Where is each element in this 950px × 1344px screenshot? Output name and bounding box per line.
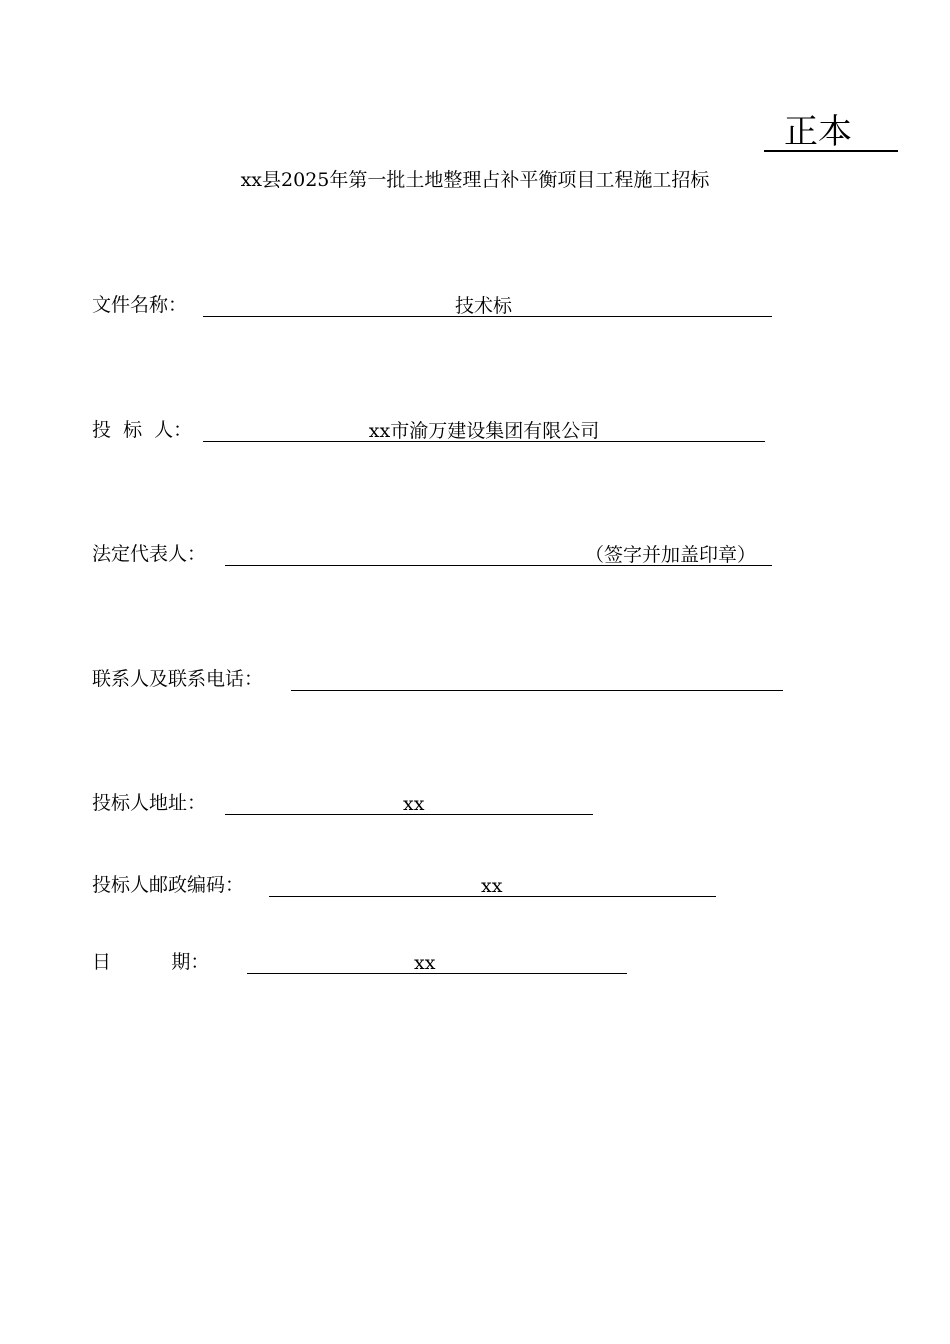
field-value-date: xx [247, 952, 627, 974]
field-label-bidder: 投 标 人： [92, 419, 193, 441]
field-value-signature-note: （签字并加盖印章） [225, 544, 772, 566]
field-label-document-name: 文件名称： [92, 294, 188, 316]
document-title: xx县2025年第一批土地整理占补平衡项目工程施工招标 [240, 169, 710, 191]
original-copy-mark: 正本 [764, 112, 898, 152]
field-value-document-name: 技术标 [203, 295, 772, 317]
field-value-postal-code: xx [269, 875, 716, 897]
field-value-bidder: xx市渝万建设集团有限公司 [203, 420, 765, 442]
field-label-postal-code: 投标人邮政编码： [92, 874, 245, 896]
field-label-date: 日 期： [92, 951, 210, 973]
field-value-contact [291, 669, 783, 691]
field-label-legal-representative: 法定代表人： [92, 543, 207, 565]
field-label-address: 投标人地址： [92, 792, 207, 814]
field-value-address: xx [225, 793, 593, 815]
field-label-contact: 联系人及联系电话： [92, 668, 264, 690]
